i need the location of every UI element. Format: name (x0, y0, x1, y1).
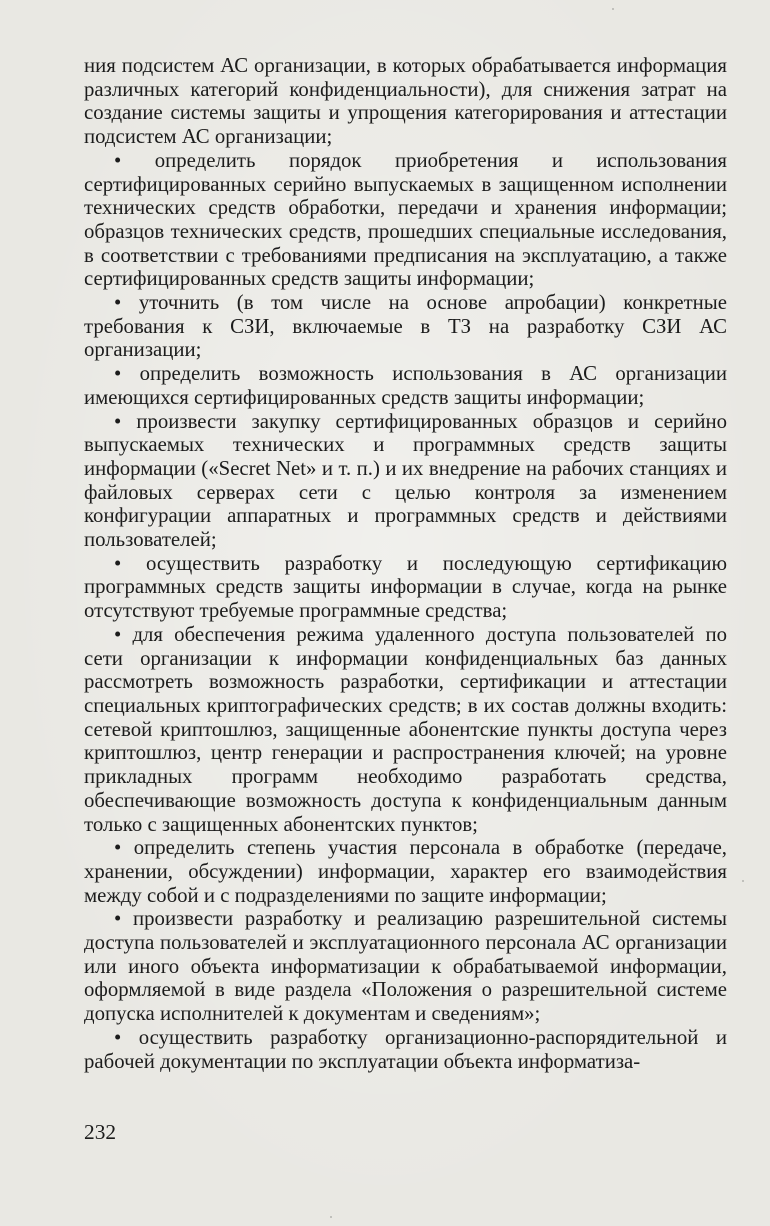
paper-speck (742, 880, 744, 882)
paper-speck (330, 1216, 332, 1218)
bullet-item: • произвести закупку сертифицированных образцов и серийно выпускаемых технических и программных средств защиты информации («Secret Net» и т. п.) и их внедрение на рабочих станциях и файловых серверах сети с целью контроля за изменением конфигурации аппаратных и программных средств и действиями пользователей; (84, 409, 727, 552)
bullet-item: • уточнить (в том числе на основе апробации) конкретные требования к СЗИ, включаемые в ТЗ на разработку СЗИ АС организации; (84, 291, 727, 362)
bullet-item: • для обеспечения режима удаленного доступа пользователей по сети организации к информации конфиденциальных баз данных рассмотреть возможность разработки, сертификации и аттестации специальных криптографических средств; в их состав должны входить: сетевой криптошлюз, защищенные абонентские пункты доступа через криптошлюз, центр генерации и распространения ключей; на уровне прикладных программ необходимо разработать средства, обеспечивающие возможность доступа к конфиденциальным данным только с защищенных абонентских пунктов; (84, 622, 727, 836)
paragraph-continuation: ния подсистем АС организации, в которых обрабатывается информация различных категорий конфиденциальности), для снижения затрат на создание системы защиты и упрощения категорирования и аттестации подсистем АС организации; (84, 54, 727, 149)
paper-speck (612, 8, 614, 10)
page-number: 232 (84, 1120, 117, 1144)
bullet-item: • определить степень участия персонала в обработке (передаче, хранении, обсуждении) информации, характер его взаимодействия между собой и с подразделениями по защите информации; (84, 836, 727, 907)
bullet-item: • определить порядок приобретения и использования сертифицированных серийно выпускаемых в защищенном исполнении технических средств обработки, передачи и хранения информации; образцов технических средств, прошедших специальные исследования, в соответствии с требованиями предписания на эксплуатацию, а также сертифицированных средств защиты информации; (84, 148, 727, 291)
bullet-item: • осуществить разработку организационно-распорядительной и рабочей документации по эксплуатации объекта информатиза- (84, 1025, 727, 1073)
body-text (84, 54, 727, 1073)
bullet-item: • определить возможность использования в АС организации имеющихся сертифицированных средств защиты информации; (84, 362, 727, 409)
bullet-item: • произвести разработку и реализацию разрешительной системы доступа пользователей и эксплуатационного персонала АС организации или иного объекта информатизации к обрабатываемой информации, оформляемой в виде раздела «Положения о разрешительной системе допуска исполнителей к документам и сведениям»; (84, 907, 727, 1026)
bullet-item: • осуществить разработку и последующую сертификацию программных средств защиты информации в случае, когда на рынке отсутствуют требуемые программные средства; (84, 551, 727, 623)
